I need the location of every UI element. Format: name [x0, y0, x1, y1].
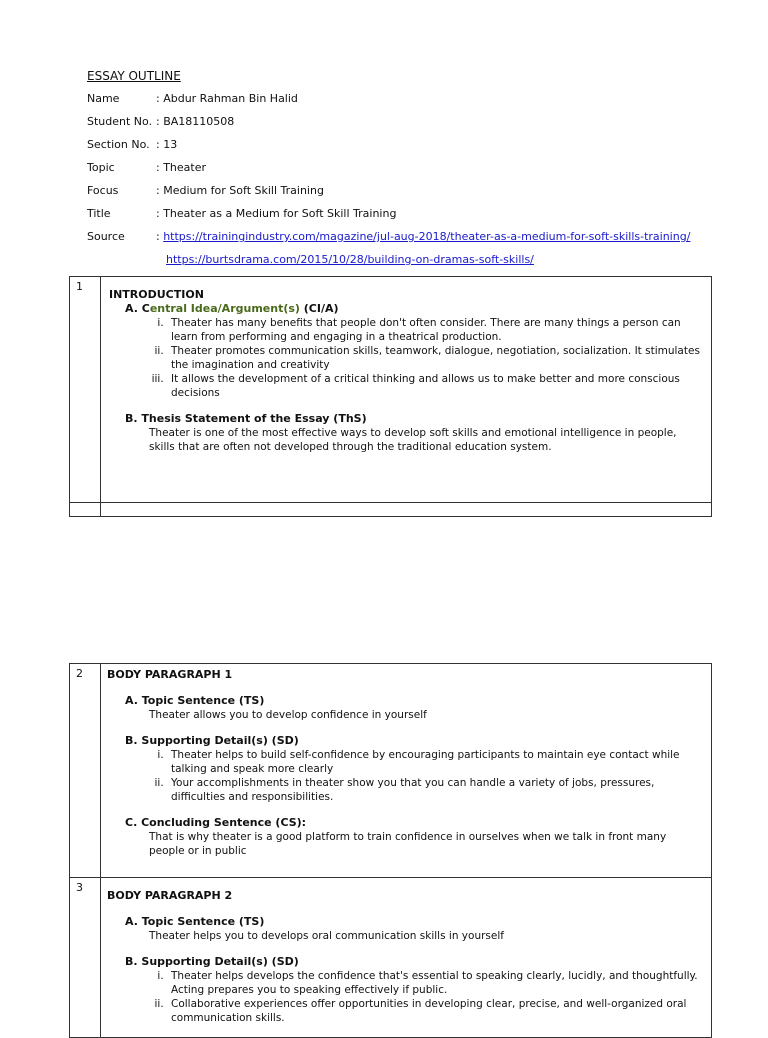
info-label: Section No.: [87, 138, 150, 151]
info-label: Topic: [87, 161, 115, 174]
body-table: [69, 663, 712, 1038]
list-item: ii. Collaborative experiences offer opportunities in developing clear, precise, and well-organized oral communication skills.: [167, 997, 705, 1025]
topic-sentence-text: Theater allows you to develop confidence in yourself: [149, 709, 427, 721]
source-link-2[interactable]: https://burtsdrama.com/2015/10/28/building-on-dramas-soft-skills/: [166, 253, 534, 266]
thesis-title: B. Thesis Statement of the Essay (ThS): [125, 412, 367, 425]
info-value: : BA18110508: [156, 115, 235, 128]
info-value: : Medium for Soft Skill Training: [156, 184, 324, 197]
central-idea-prefix: A. C: [125, 302, 150, 315]
concluding-sentence-text: That is why theater is a good platform to train confidence in ourselves when we talk in front many people or in public: [149, 831, 667, 857]
topic-sentence-title: A. Topic Sentence (TS): [125, 915, 265, 928]
supporting-details-title: B. Supporting Detail(s) (SD): [125, 734, 299, 747]
info-value: : 13: [156, 138, 178, 151]
section-number: 2: [70, 664, 101, 878]
central-idea-list: [107, 316, 705, 400]
list-item: iii. It allows the development of a critical thinking and allows us to make better and more conscious decisions: [167, 372, 705, 400]
supporting-details-list: [107, 969, 705, 1025]
empty-cell: [101, 503, 712, 517]
central-idea-suffix: (CI/A): [299, 302, 339, 315]
list-item: ii. Theater promotes communication skills, teamwork, dialogue, negotiation, socialization. It stimulates the imagination and creativity: [167, 344, 705, 372]
body-paragraph-1-cell: [101, 664, 712, 878]
concluding-sentence-title: C. Concluding Sentence (CS):: [125, 816, 307, 829]
empty-cell: [70, 503, 101, 517]
section-number: 3: [70, 878, 101, 1038]
central-idea-green: entral Idea/Argument(s): [149, 302, 300, 315]
info-label: Focus: [87, 184, 119, 197]
list-item: i. Theater helps to build self-confidence by encouraging participants to maintain eye contact while talking and speak more clearly: [167, 748, 705, 776]
info-label: Source: [87, 230, 125, 243]
info-label: Title: [87, 207, 111, 220]
supporting-details-list: [107, 748, 705, 804]
section-title: BODY PARAGRAPH 1: [107, 668, 233, 681]
source-colon: :: [156, 230, 164, 243]
introduction-cell: [101, 277, 712, 503]
info-label: Student No.: [87, 115, 153, 128]
section-number: 1: [70, 277, 101, 503]
central-idea-title: [125, 302, 705, 316]
thesis-text: Theater is one of the most effective ways to develop soft skills and emotional intelligence in people, skills that are often not developed through the traditional education system.: [149, 427, 677, 453]
outline-heading: ESSAY OUTLINE: [87, 69, 181, 83]
info-value: : Abdur Rahman Bin Halid: [156, 92, 298, 105]
info-value: : Theater as a Medium for Soft Skill Training: [156, 207, 397, 220]
info-value: : Theater: [156, 161, 207, 174]
info-value: [156, 230, 690, 243]
body-paragraph-2-cell: [101, 878, 712, 1038]
topic-sentence-text: Theater helps you to develops oral communication skills in yourself: [149, 930, 504, 942]
list-item: i. Theater has many benefits that people don't often consider. There are many things a person can learn from performing and engaging in a theatrical production.: [167, 316, 705, 344]
topic-sentence-title: A. Topic Sentence (TS): [125, 694, 265, 707]
section-title: BODY PARAGRAPH 2: [107, 889, 233, 902]
introduction-table: [69, 276, 712, 517]
source-link-1[interactable]: https://trainingindustry.com/magazine/jul-aug-2018/theater-as-a-medium-for-soft-skills-training/: [163, 230, 691, 243]
section-title: INTRODUCTION: [109, 288, 204, 301]
info-label: Name: [87, 92, 120, 105]
supporting-details-title: B. Supporting Detail(s) (SD): [125, 955, 299, 968]
list-item: ii. Your accomplishments in theater show you that you can handle a variety of jobs, pressures, difficulties and responsibilities.: [167, 776, 705, 804]
list-item: i. Theater helps develops the confidence that's essential to speaking clearly, lucidly, and thoughtfully. Acting prepares you to speaking effectively if public.: [167, 969, 705, 997]
info-row-source-2: [166, 253, 534, 271]
